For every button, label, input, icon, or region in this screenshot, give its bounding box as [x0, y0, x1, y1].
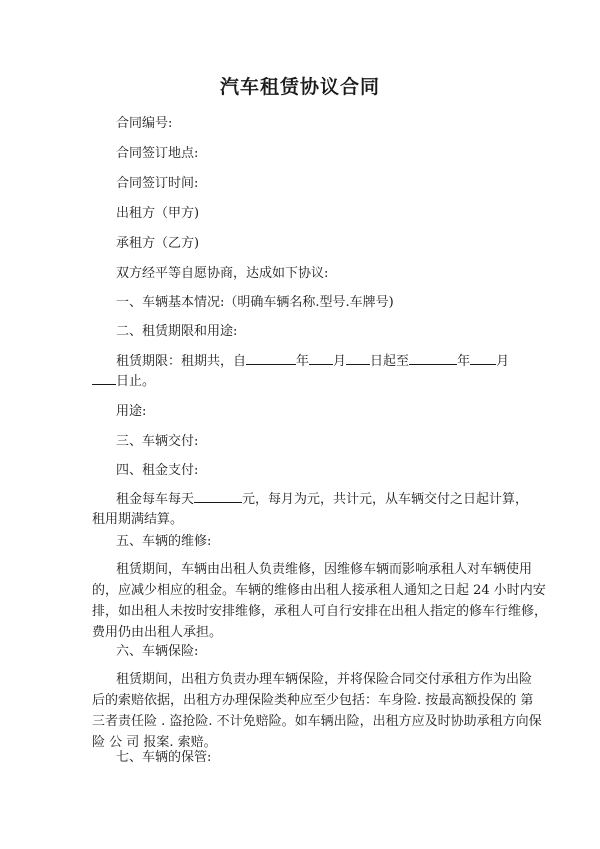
lessee-label: 承租方（乙方) [116, 236, 200, 251]
insurance-paragraph-line-3: 三者责任险 . 盗抢险. 不计免赔险。如车辆出险，出租方应及时协助承租方向保 [92, 714, 542, 729]
section-3-heading: 三、车辆交付: [116, 434, 199, 449]
insurance-paragraph-line-1: 租赁期间，出租方负责办理车辆保险，并将保险合同交付承租方作为出险 [116, 672, 533, 687]
section-7-heading: 七、车辆的保管: [116, 750, 212, 765]
lease-period-prefix: 租赁期限：租期共，自 [116, 354, 247, 369]
section-1-heading: 一、车辆基本情况:（明确车辆名称.型号.车牌号) [116, 295, 394, 310]
section-5-heading: 五、车辆的维修: [116, 534, 212, 549]
lease-period-line [116, 350, 509, 369]
repair-paragraph-line-2: 的，应减少相应的租金。车辆的维修由出租人接承租人通知之日起 24 小时内安 [92, 583, 546, 598]
sign-time-label: 合同签订时间: [116, 176, 199, 191]
daily-rent-blank [194, 490, 242, 503]
end-month-blank [470, 352, 496, 365]
repair-paragraph-line-3: 排，如出租人未按时安排维修，承租人可自行安排在出租人指定的修车行维修， [92, 604, 548, 619]
repair-paragraph-line-1: 租赁期间，车辆由出租人负责维修，因维修车辆而影响承租人对车辆使用 [116, 562, 533, 577]
intro-text: 双方经平等自愿协商，达成如下协议: [116, 266, 329, 281]
sign-place-label: 合同签订地点: [116, 146, 199, 161]
document-title: 汽车租赁协议合同 [219, 76, 380, 98]
repair-paragraph-line-4: 费用仍由出租人承担。 [92, 625, 223, 640]
lessor-label: 出租方（甲方) [116, 206, 200, 221]
year-label-1: 年 [296, 354, 310, 369]
month-label-1: 月 [333, 354, 347, 369]
start-year-blank [246, 352, 296, 365]
start-day-blank [346, 352, 370, 365]
day-end-label: 日止。 [116, 374, 156, 389]
rent-suffix: 元，每月为元，共计元，从车辆交付之日起计算， [242, 492, 529, 507]
rent-prefix: 租金每车每天 [116, 492, 195, 507]
end-year-blank [409, 352, 457, 365]
section-4-heading: 四、租金支付: [116, 463, 199, 478]
lease-period-line-2 [92, 370, 155, 389]
rent-line-2: 租用期满结算。 [92, 512, 184, 527]
section-2-heading: 二、租赁期限和用途: [116, 324, 238, 339]
day-start-label: 日起至 [370, 354, 410, 369]
year-label-2: 年 [457, 354, 471, 369]
month-label-2: 月 [496, 354, 510, 369]
insurance-paragraph-line-2: 后的索赔依据，出租方办理保险类种应至少包括：车身险. 按最高额投保的 第 [92, 693, 534, 708]
section-6-heading: 六、车辆保险: [116, 644, 199, 659]
contract-number-label: 合同编号: [116, 116, 173, 131]
usage-label: 用途: [116, 404, 147, 419]
start-month-blank [309, 352, 333, 365]
end-day-blank [92, 372, 116, 385]
rent-line-1 [116, 488, 528, 507]
insurance-paragraph-line-4: 险 公 司 报案. 索赔。 [92, 735, 217, 750]
